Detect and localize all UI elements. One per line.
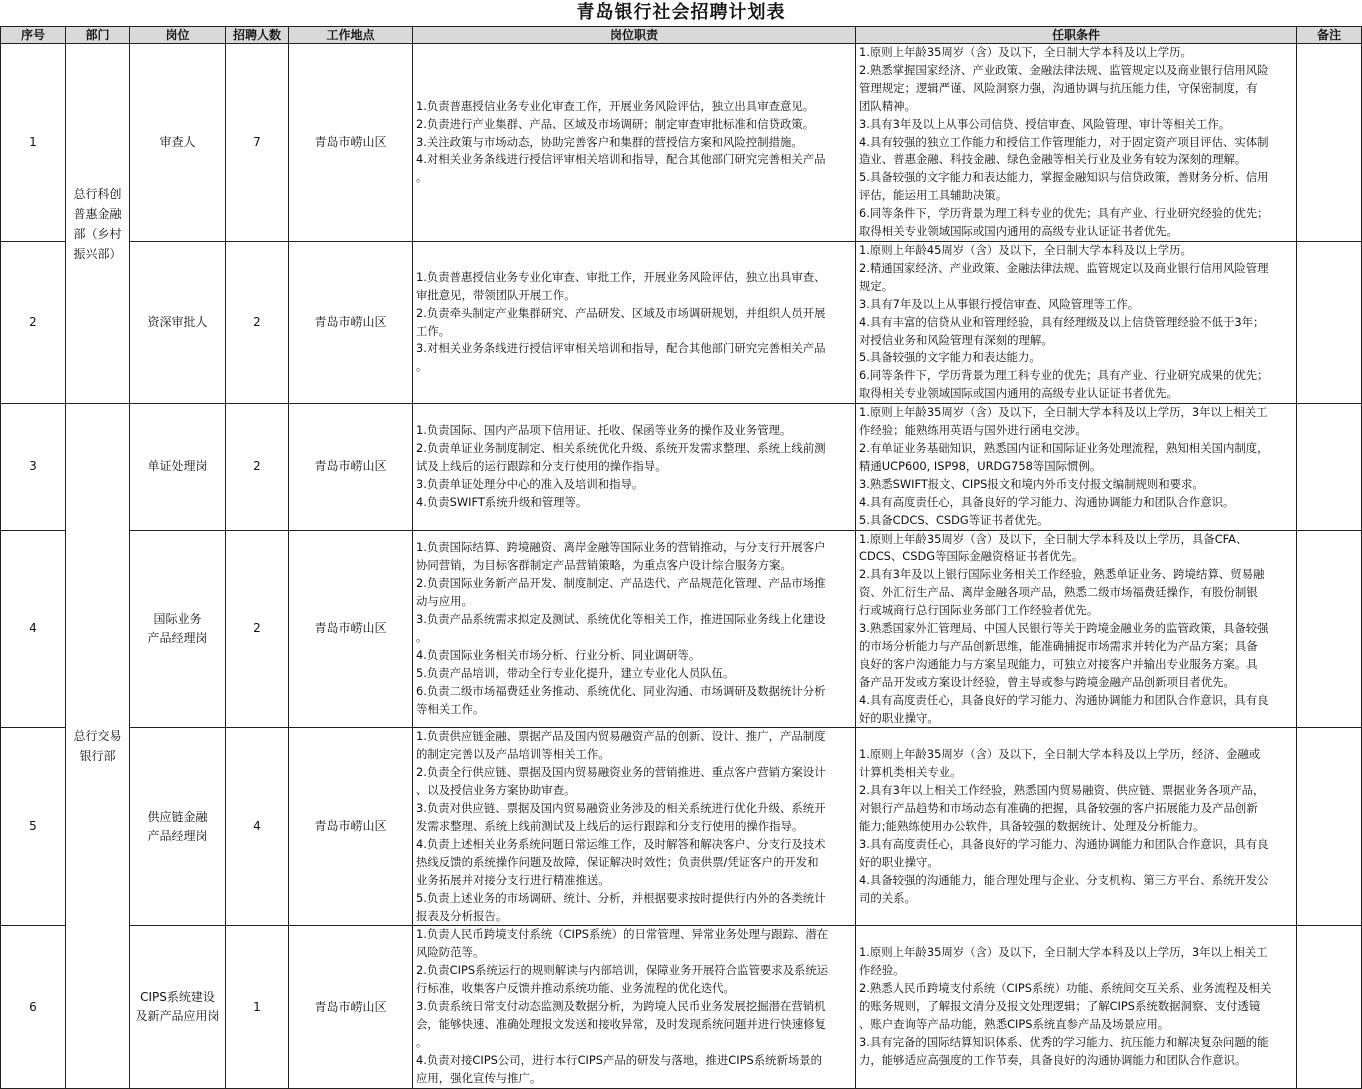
- requirement-line: 能力;能熟练使用办公软件，具备较强的数据统计、处理及分析能力。: [859, 819, 1205, 833]
- duty-line: 4.负责SWIFT系统升级和管理等。: [416, 494, 588, 509]
- header-dept: 部门: [66, 27, 130, 44]
- recruitment-table: [0, 26, 1362, 1089]
- seq-cell: 2: [1, 242, 66, 404]
- duties-cell: [413, 530, 856, 728]
- requirement-line: 对银行产品趋势和市场动态有准确的把握，具备较强的客户拓展能力及产品创新: [859, 801, 1258, 816]
- requirement-line: 3.熟悉SWIFT报文、CIPS报文和境内外币支付报文编制规则和要求。: [859, 476, 1204, 491]
- requirement-line: 精通UCP600, ISP98，URDG758等国际惯例。: [859, 458, 1102, 473]
- remarks-cell: [1297, 530, 1362, 728]
- duties-cell: [413, 44, 856, 242]
- duty-line: 2.负责进行产业集群、产品、区域及市场调研；制定审查审批标准和信贷政策。: [416, 116, 815, 131]
- duty-line: 。: [416, 1034, 428, 1049]
- location-cell: 青岛市崂山区: [289, 530, 413, 728]
- remarks-cell: [1297, 44, 1362, 242]
- seq-cell: 6: [1, 926, 66, 1088]
- requirement-line: 评估，能运用工具辅助决策。: [859, 188, 1008, 203]
- duty-line: 报表及分析报告。: [416, 908, 508, 923]
- dept-cell: [66, 44, 130, 404]
- duty-line: 业务拓展并对接分支行进行精准推送。: [416, 872, 610, 887]
- requirement-line: 、账户查询等产品功能，熟悉CIPS系统直参产品及场景应用。: [859, 1016, 1170, 1031]
- table-row: [1, 926, 1362, 1088]
- requirement-line: 5.具备较强的文字能力和表达能力。: [859, 350, 1041, 365]
- requirement-line: 6.同等条件下，学历背景为理工科专业的优先；具有产业、行业研究经验的优先；: [859, 206, 1269, 221]
- table-row: [1, 44, 1362, 242]
- count-cell: 2: [226, 242, 289, 404]
- requirement-line: 4.具有较强的独立工作能力和授信工作管理能力，对于固定资产项目评估、实体制: [859, 134, 1269, 149]
- count-cell: 1: [226, 926, 289, 1088]
- duties-cell: [413, 404, 856, 530]
- duty-line: 4.对相关业务条线进行授信评审相关培训和指导，配合其他部门研究完善相关产品: [416, 152, 826, 167]
- requirement-line: 3.具有完备的国际结算知识体系、优秀的学习能力、抗压能力和解决复杂问题的能: [859, 1034, 1269, 1049]
- dept-cell: [66, 404, 130, 1088]
- count-cell: 2: [226, 530, 289, 728]
- header-duties: 岗位职责: [413, 27, 856, 44]
- location-cell: 青岛市崂山区: [289, 728, 413, 926]
- duty-line: 1.负责国际、国内产品项下信用证、托收、保函等业务的操作及业务管理。: [416, 423, 792, 438]
- table-row: [1, 404, 1362, 530]
- requirement-line: 4.具有高度责任心，具备良好的学习能力、沟通协调能力和团队合作意识，具有良: [859, 692, 1269, 707]
- position-cell: [130, 728, 226, 926]
- duty-line: 1.负责普惠授信业务专业化审查、审批工作，开展业务风险评估，独立出具审查、: [416, 269, 826, 284]
- duty-line: 4.负责上述相关业务系统问题日常运维工作，及时解答和解决客户、分支行及技术: [416, 836, 826, 851]
- requirement-line: 好的职业操守。: [859, 854, 939, 869]
- requirement-line: 4.具备较强的沟通能力，能合理处理与企业、分支机构、第三方平台、系统开发公: [859, 872, 1269, 887]
- count-cell: 7: [226, 44, 289, 242]
- requirement-line: 6.同等条件下，学历背景为理工科专业的优先；具有产业、行业研究成果的优先；: [859, 368, 1269, 383]
- position-cell: 单证处理岗: [130, 404, 226, 530]
- duty-line: 。: [416, 359, 428, 374]
- requirement-line: 取得相关专业领域国际或国内通用的高级专业认证证书者优先。: [859, 224, 1178, 239]
- header-location: 工作地点: [289, 27, 413, 44]
- duty-line: 6.负责二级市场福费廷业务推动、系统优化、同业沟通、市场调研及数据统计分析: [416, 683, 826, 698]
- dept-name: 总行科创普惠金融部（乡村振兴部）: [73, 186, 122, 261]
- requirement-line: 1.原则上年龄35周岁（含）及以下，全日制大学本科及以上学历，3年以上相关工: [859, 945, 1268, 960]
- duties-cell: [413, 728, 856, 926]
- requirement-line: 3.具有7年及以上从事银行授信审查、风险管理等工作。: [859, 296, 1140, 311]
- requirement-line: 1.原则上年龄35周岁（含）及以下，全日制大学本科及以上学历，3年以上相关工: [859, 405, 1268, 420]
- seq-cell: 1: [1, 44, 66, 242]
- seq-cell: 4: [1, 530, 66, 728]
- requirements-cell: [856, 44, 1297, 242]
- duty-line: 工作。: [416, 323, 451, 338]
- requirement-line: 3.具有3年及以上从事公司信贷、授信审查、风险管理、审计等相关工作。: [859, 116, 1231, 131]
- table-row: [1, 728, 1362, 926]
- duty-line: 5.负责产品培训，带动全行专业化提升，建立专业化人员队伍。: [416, 665, 735, 680]
- duty-line: 。: [416, 170, 428, 185]
- requirement-line: 4.具有高度责任心，具备良好的学习能力、沟通协调能力和团队合作意识。: [859, 494, 1235, 509]
- duty-line: 3.负责对供应链、票据及国内贸易融资业务涉及的相关系统进行优化升级、系统开: [416, 801, 826, 816]
- requirements-cell: [856, 404, 1297, 530]
- position-cell: [130, 530, 226, 728]
- duty-line: 5.负责上述业务的市场调研、统计、分析，并根据要求按时提供行内外的各类统计: [416, 890, 826, 905]
- requirement-line: 作经验；能熟练用英语与国外进行函电交涉。: [859, 423, 1087, 438]
- seq-cell: 5: [1, 728, 66, 926]
- header-remarks: 备注: [1297, 27, 1362, 44]
- header-requirements: 任职条件: [856, 27, 1297, 44]
- header-count: 招聘人数: [226, 27, 289, 44]
- requirement-line: 1.原则上年龄45周岁（含）及以下，全日制大学本科及以上学历。: [859, 243, 1192, 257]
- requirement-line: 2.精通国家经济、产业政策、金融法律法规、监管规定以及商业银行信用风险管理: [859, 260, 1269, 275]
- duty-line: 、以及授信业务方案协助审查。: [416, 783, 576, 798]
- duty-line: 3.负责单证处理分中心的准入及培训和指导。: [416, 476, 644, 491]
- table-row: [1, 242, 1362, 404]
- duty-line: 协同营销，为目标客群制定产品营销策略，为重点客户设计综合服务方案。: [416, 558, 792, 573]
- requirement-line: 5.具备较强的文字能力和表达能力，掌握金融知识与信贷政策，善财务分析、信用: [859, 170, 1269, 185]
- requirement-line: 5.具备CDCS、CSDG等证书者优先。: [859, 512, 1049, 527]
- duty-line: 3.关注政策与市场动态，协助完善客户和集群的营授信方案和风险控制措施。: [416, 134, 803, 149]
- requirement-line: 规定。: [859, 278, 894, 293]
- requirement-line: 管理规定；逻辑严谨、风险洞察力强，沟通协调与抗压能力佳，守保密制度，有: [859, 80, 1258, 95]
- requirement-line: 2.具有3年及以上银行国际业务相关工作经验，熟悉单证业务、跨境结算、贸易融: [859, 567, 1265, 582]
- requirement-line: 备产品开发或方案设计经验，曾主导或参与跨境金融产品创新项目者优先。: [859, 674, 1235, 689]
- requirement-line: 行或城商行总行国际业务部门工作经验者优先。: [859, 603, 1099, 618]
- duty-line: 2.负责全行供应链、票据及国内贸易融资业务的营销推进、重点客户营销方案设计: [416, 765, 826, 780]
- location-cell: 青岛市崂山区: [289, 44, 413, 242]
- requirement-line: 对授信业务和风险管理有深刻的理解。: [859, 332, 1053, 347]
- duty-line: 3.负责产品系统需求拟定及测试、系统优化等相关工作，推进国际业务线上化建设: [416, 612, 826, 627]
- page-title: 青岛银行社会招聘计划表: [576, 2, 786, 23]
- requirements-cell: [856, 926, 1297, 1088]
- position-line: 国际业务: [153, 611, 202, 626]
- requirement-line: 的账务规则，了解报文清分及报文处理逻辑；了解CIPS系统数据洞察、支付透镜: [859, 999, 1261, 1014]
- requirement-line: 1.原则上年龄35周岁（含）及以下，全日制大学本科及以上学历，经济、金融或: [859, 747, 1261, 762]
- duty-line: 行标准，收集客户反馈并推动系统功能、业务流程的优化迭代。: [416, 981, 735, 996]
- header-row: [1, 27, 1362, 44]
- requirement-line: 计算机类相关专业。: [859, 765, 962, 780]
- requirement-line: 1.原则上年龄35周岁（含）及以下，全日制大学本科及以上学历。: [859, 45, 1192, 60]
- duty-line: 1.负责人民币跨境支付系统（CIPS系统）的日常管理、异常业务处理与跟踪、潜在: [416, 927, 829, 942]
- position-line: 及新产品应用岗: [135, 1009, 220, 1024]
- requirement-line: 良好的客户沟通能力与方案呈现能力，可独立对接客户并输出专业服务方案。具: [859, 656, 1258, 671]
- position-cell: 审查人: [130, 44, 226, 242]
- requirement-line: 司的关系。: [859, 890, 916, 905]
- duty-line: 发需求整理、系统上线前测试及上线后的运行跟踪和分支行使用的操作指导。: [416, 819, 804, 833]
- requirement-line: 力，能够适应高强度的工作节奏，具备良好的沟通协调能力和团队合作意识。: [859, 1052, 1247, 1067]
- requirements-cell: [856, 530, 1297, 728]
- duty-line: 2.负责牵头制定产业集群研究、产品研发、区域及市场调研规划，并组织人员开展: [416, 305, 826, 320]
- requirement-line: 2.熟悉掌握国家经济、产业政策、金融法律法规、监管规定以及商业银行信用风险: [859, 62, 1269, 77]
- requirement-line: CDCS、CSDG等国际金融资格证书者优先。: [859, 549, 1084, 564]
- remarks-cell: [1297, 404, 1362, 530]
- duty-line: 动与应用。: [416, 594, 473, 609]
- position-cell: 资深审批人: [130, 242, 226, 404]
- requirement-line: 2.有单证业务基础知识，熟悉国内证和国际证业务处理流程，熟知相关国内制度，: [859, 440, 1269, 455]
- count-cell: 2: [226, 404, 289, 530]
- position-cell: [130, 926, 226, 1088]
- duty-line: 会，能够快速、准确处理报文发送和接收异常，及时发现系统问题并进行快速修复: [416, 1016, 827, 1031]
- duty-line: 等相关工作。: [416, 701, 485, 716]
- location-cell: 青岛市崂山区: [289, 926, 413, 1088]
- location-cell: 青岛市崂山区: [289, 242, 413, 404]
- duty-line: 应用，强化宣传与推广。: [416, 1070, 542, 1085]
- remarks-cell: [1297, 728, 1362, 926]
- duty-line: 2.负责CIPS系统运行的规则解读与内部培训，保障业务开展符合监管要求及系统运: [416, 963, 829, 978]
- requirement-line: 造业、普惠金融、科技金融、绿色金融等相关行业及业务有较为深刻的理解。: [859, 152, 1247, 167]
- requirement-line: 好的职业操守。: [859, 710, 939, 725]
- requirement-line: 2.具有3年以上相关工作经验，熟悉国内贸易融资、供应链、票据业务各项产品，: [859, 783, 1265, 798]
- requirement-line: 3.熟悉国家外汇管理局、中国人民银行等关于跨境金融业务的监管政策，具备较强: [859, 621, 1269, 636]
- location-cell: 青岛市崂山区: [289, 404, 413, 530]
- duties-cell: [413, 926, 856, 1088]
- requirement-line: 3.具有高度责任心，具备良好的学习能力、沟通协调能力和团队合作意识，具有良: [859, 836, 1269, 851]
- duty-line: 1.负责国际结算、跨境融资、离岸金融等国际业务的营销推动，与分支行开展客户: [416, 540, 826, 555]
- table-row: [1, 530, 1362, 728]
- position-line: 供应链金融: [147, 809, 208, 824]
- requirements-cell: [856, 242, 1297, 404]
- requirement-line: 作经验。: [859, 963, 905, 978]
- duty-line: 风险防范等。: [416, 945, 485, 960]
- duty-line: 试及上线后的运行跟踪和分支行使用的操作指导。: [416, 458, 667, 473]
- duty-line: 3.对相关业务条线进行授信评审相关培训和指导，配合其他部门研究完善相关产品: [416, 341, 826, 356]
- duty-line: 2.负责单证业务制度制定、相关系统优化升级、系统开发需求整理、系统上线前测: [416, 440, 826, 455]
- duty-line: 。: [416, 629, 428, 644]
- requirement-line: 资、外汇衍生产品、离岸金融各项产品，熟悉二级市场福费廷操作，有股份制银: [859, 585, 1258, 600]
- seq-cell: 3: [1, 404, 66, 530]
- count-cell: 4: [226, 728, 289, 926]
- duty-line: 审批意见，带领团队开展工作。: [416, 287, 576, 302]
- duty-line: 4.负责国际业务相关市场分析、行业分析、同业调研等。: [416, 647, 701, 662]
- remarks-cell: [1297, 926, 1362, 1088]
- requirement-line: 2.熟悉人民币跨境支付系统（CIPS系统）功能、系统间交互关系、业务流程及相关: [859, 981, 1272, 996]
- duty-line: 4.负责对接CIPS公司，进行本行CIPS产品的研发与落地，推进CIPS系统新场景的: [416, 1052, 823, 1067]
- position-line: 产品经理岗: [147, 630, 208, 645]
- duties-cell: [413, 242, 856, 404]
- duty-line: 1.负责供应链金融、票据产品及国内贸易融资产品的创新、设计、推广，产品制度: [416, 729, 826, 744]
- position-line: 产品经理岗: [147, 828, 208, 843]
- requirement-line: 的市场分析能力与产品创新思维，能准确捕捉市场需求并转化为产品方案；具备: [859, 638, 1258, 653]
- requirement-line: 团队精神。: [859, 98, 916, 113]
- duty-line: 2.负责国际业务新产品开发、制度制定、产品迭代、产品规范化管理、产品市场推: [416, 576, 826, 591]
- dept-name: 总行交易银行部: [73, 728, 122, 763]
- position-line: CIPS系统建设: [140, 990, 215, 1005]
- requirements-cell: [856, 728, 1297, 926]
- requirement-line: 取得相关专业领域国际或国内通用的高级专业认证证书者优先。: [859, 386, 1178, 401]
- duty-line: 3.负责系统日常支付动态监测及数据分析，为跨境人民币业务发展挖掘潜在营销机: [416, 999, 826, 1014]
- duty-line: 1.负责普惠授信业务专业化审查工作，开展业务风险评估，独立出具审查意见。: [416, 98, 815, 113]
- requirement-line: 4.具有丰富的信贷从业和管理经验，具有经理级及以上信贷管理经验不低于3年；: [859, 314, 1265, 329]
- duty-line: 热线反馈的系统操作问题及故障，保证解决时效性；负责供票/凭证客户的开发和: [416, 854, 819, 869]
- requirement-line: 1.原则上年龄35周岁（含）及以下，全日制大学本科及以上学历，具备CFA、: [859, 531, 1248, 546]
- duty-line: 的制定完善以及产品培训等相关工作。: [416, 747, 610, 762]
- remarks-cell: [1297, 242, 1362, 404]
- header-seq: 序号: [1, 27, 66, 44]
- header-position: 岗位: [130, 27, 226, 44]
